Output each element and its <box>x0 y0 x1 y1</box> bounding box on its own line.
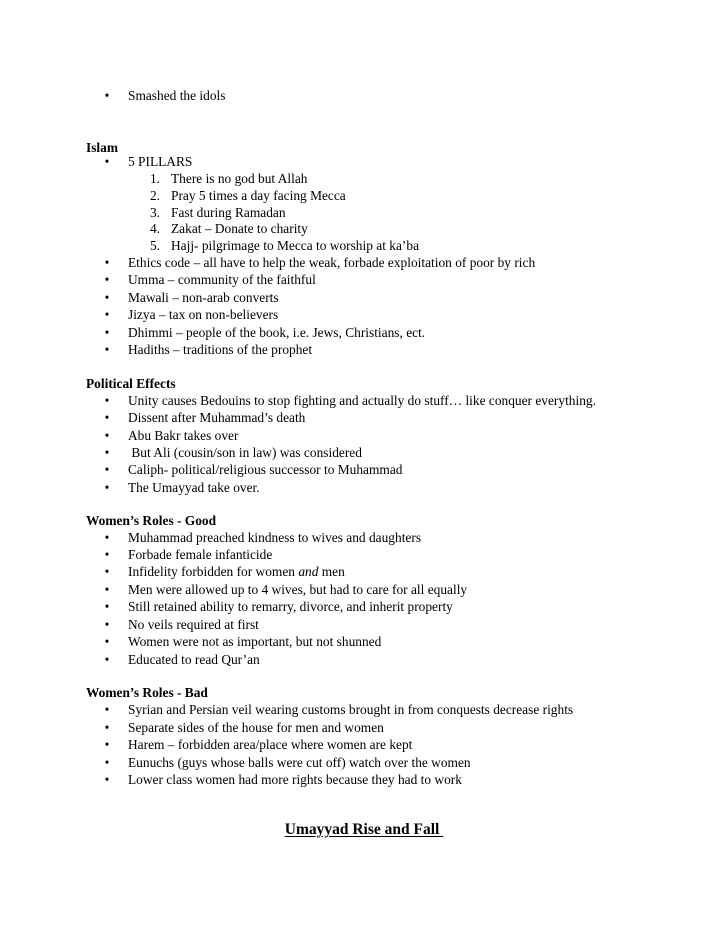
bullet: • <box>104 617 110 632</box>
bullet: • <box>104 547 110 562</box>
bullet: • <box>104 325 110 340</box>
list-item-text: No veils required at first <box>128 617 259 632</box>
bullet: • <box>104 652 110 667</box>
bullet: • <box>104 154 110 169</box>
list-item-text: Muhammad preached kindness to wives and daughters <box>128 530 422 545</box>
pillar-number: 1. <box>149 171 160 186</box>
list-item-text: Jizya – tax on non-believers <box>128 307 279 322</box>
pillar-number: 2. <box>149 188 160 203</box>
bullet: • <box>104 634 110 649</box>
pillar-text: There is no god but Allah <box>171 171 308 186</box>
bullet: • <box>104 599 110 614</box>
list-item-text: Forbade female infanticide <box>128 547 273 562</box>
infidelity-text: Infidelity forbidden for women <box>128 564 299 579</box>
list-item-text: Dhimmi – people of the book, i.e. Jews, Christians, ect. <box>128 325 426 340</box>
bullet: • <box>104 772 110 787</box>
emphasis-and: and <box>298 564 319 579</box>
pillar-number: 4. <box>149 221 160 236</box>
list-item-text: Still retained ability to remarry, divorce, and inherit property <box>128 599 453 614</box>
pillar-text: Pray 5 times a day facing Mecca <box>171 188 346 203</box>
bullet: • <box>104 720 110 735</box>
bullet: • <box>104 393 110 408</box>
list-item-text: Syrian and Persian veil wearing customs brought in from conquests decrease rights <box>128 702 574 717</box>
list-item-text: Umma – community of the faithful <box>128 272 316 287</box>
bullet: • <box>104 755 110 770</box>
bullet: • <box>104 582 110 597</box>
list-item-text: The Umayyad take over. <box>128 480 260 495</box>
list-item-text: Educated to read Qur’an <box>128 652 260 667</box>
pillar-number: 3. <box>149 205 160 220</box>
list-item-text: Lower class women had more rights because they had to work <box>128 772 462 787</box>
bullet: • <box>104 462 110 477</box>
pillar-text: Zakat – Donate to charity <box>171 221 308 236</box>
list-item-text: Dissent after Muhammad’s death <box>128 410 306 425</box>
list-item-text: Unity causes Bedouins to stop fighting and actually do stuff… like conquer everything. <box>128 393 596 408</box>
list-item-text: 5 PILLARS <box>128 154 193 169</box>
pillar-number: 5. <box>149 238 160 253</box>
list-item-text: Hadiths – traditions of the prophet <box>128 342 313 357</box>
bullet: • <box>104 88 110 103</box>
list-item-text: Women were not as important, but not shunned <box>128 634 382 649</box>
bullet: • <box>104 290 110 305</box>
infidelity-tail: men <box>318 564 345 579</box>
list-item-text: Harem – forbidden area/place where women are kept <box>128 737 413 752</box>
bullet: • <box>104 272 110 287</box>
bullet: • <box>104 737 110 752</box>
bullet: • <box>104 702 110 717</box>
bullet: • <box>104 445 110 460</box>
bullet: • <box>104 480 110 495</box>
bullet: • <box>104 342 110 357</box>
list-item-text: Men were allowed up to 4 wives, but had to care for all equally <box>128 582 468 597</box>
list-item-text: Ethics code – all have to help the weak, forbade exploitation of poor by rich <box>128 255 536 270</box>
list-item-text: But Ali (cousin/son in law) was considered <box>128 445 362 460</box>
bullet: • <box>104 307 110 322</box>
list-item-text: Smashed the idols <box>128 88 226 103</box>
list-item-text <box>128 563 345 580</box>
pillar-text: Fast during Ramadan <box>171 205 286 220</box>
list-item-text: Separate sides of the house for men and women <box>128 720 384 735</box>
bullet: • <box>104 255 110 270</box>
pillar-text: Hajj- pilgrimage to Mecca to worship at ka’ba <box>171 238 420 253</box>
list-item-text: Mawali – non-arab converts <box>128 290 279 305</box>
bullet: • <box>104 410 110 425</box>
page-title: Umayyad Rise and Fall <box>284 821 444 838</box>
list-item-text: Abu Bakr takes over <box>128 428 239 443</box>
bullet: • <box>104 428 110 443</box>
bullet: • <box>104 564 110 579</box>
list-item-text: Caliph- political/religious successor to Muhammad <box>128 462 403 477</box>
list-item-text: Eunuchs (guys whose balls were cut off) watch over the women <box>128 755 471 770</box>
bullet: • <box>104 530 110 545</box>
